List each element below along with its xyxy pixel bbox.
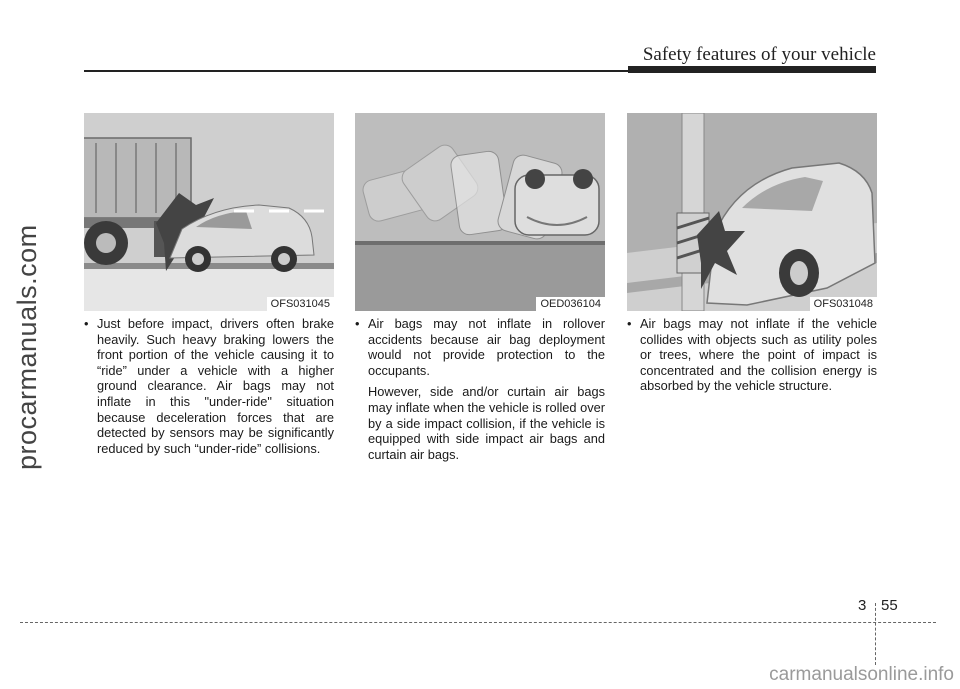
bullet-item	[355, 316, 605, 378]
column-under-ride	[84, 316, 334, 456]
watermark-side-text: procarmanuals.com	[12, 224, 42, 470]
column-rollover	[355, 316, 605, 462]
bullet-item	[84, 316, 334, 456]
footer-divider	[20, 622, 936, 623]
bullet-text: Just before impact, drivers often brake heavily. Such heavy braking lowers the front portion of the vehicle causing it to “ride” under a vehicle with a higher ground clearance. Air bags may not inflate in this "under-ride" situation because deceleration forces that are detected by sensors may be significantly reduced by such “under-ride” collisions.	[97, 316, 334, 456]
bullet-dot: •	[627, 316, 632, 331]
figure-under-ride	[84, 113, 334, 311]
header-rule-accent	[628, 66, 876, 73]
pole-collision-illustration	[627, 113, 877, 311]
paragraph-text: However, side and/or curtain air bags may inflate when the vehicle is rolled over by a side impact collision, if the vehicle is equipped with side impact air bags and curtain air bags.	[368, 384, 605, 462]
figure-rollover	[355, 113, 605, 311]
rollover-illustration	[355, 113, 605, 311]
column-pole-collision	[627, 316, 877, 394]
figure-pole-collision	[627, 113, 877, 311]
under-ride-illustration	[84, 113, 334, 311]
figure-code: OED036104	[536, 297, 605, 311]
footer-site-text: carmanualsonline.info	[769, 664, 954, 685]
bullet-dot: •	[355, 316, 360, 331]
bullet-text: Air bags may not inflate in rollover accidents because air bag deployment would not provide protection to the occupants.	[368, 316, 605, 378]
page-number: 55	[881, 597, 898, 614]
section-number: 3	[858, 597, 867, 614]
bullet-dot: •	[84, 316, 89, 331]
header-rule	[84, 70, 644, 72]
bullet-text: Air bags may not inflate if the vehicle collides with objects such as utility poles or trees, where the point of impact is concentrated and the collision energy is absorbed by the vehicle structure.	[640, 316, 877, 394]
figure-code: OFS031048	[810, 297, 877, 311]
footer-page-divider	[875, 603, 876, 665]
header-title: Safety features of your vehicle	[642, 44, 876, 65]
figure-code: OFS031045	[267, 297, 334, 311]
bullet-item	[627, 316, 877, 394]
